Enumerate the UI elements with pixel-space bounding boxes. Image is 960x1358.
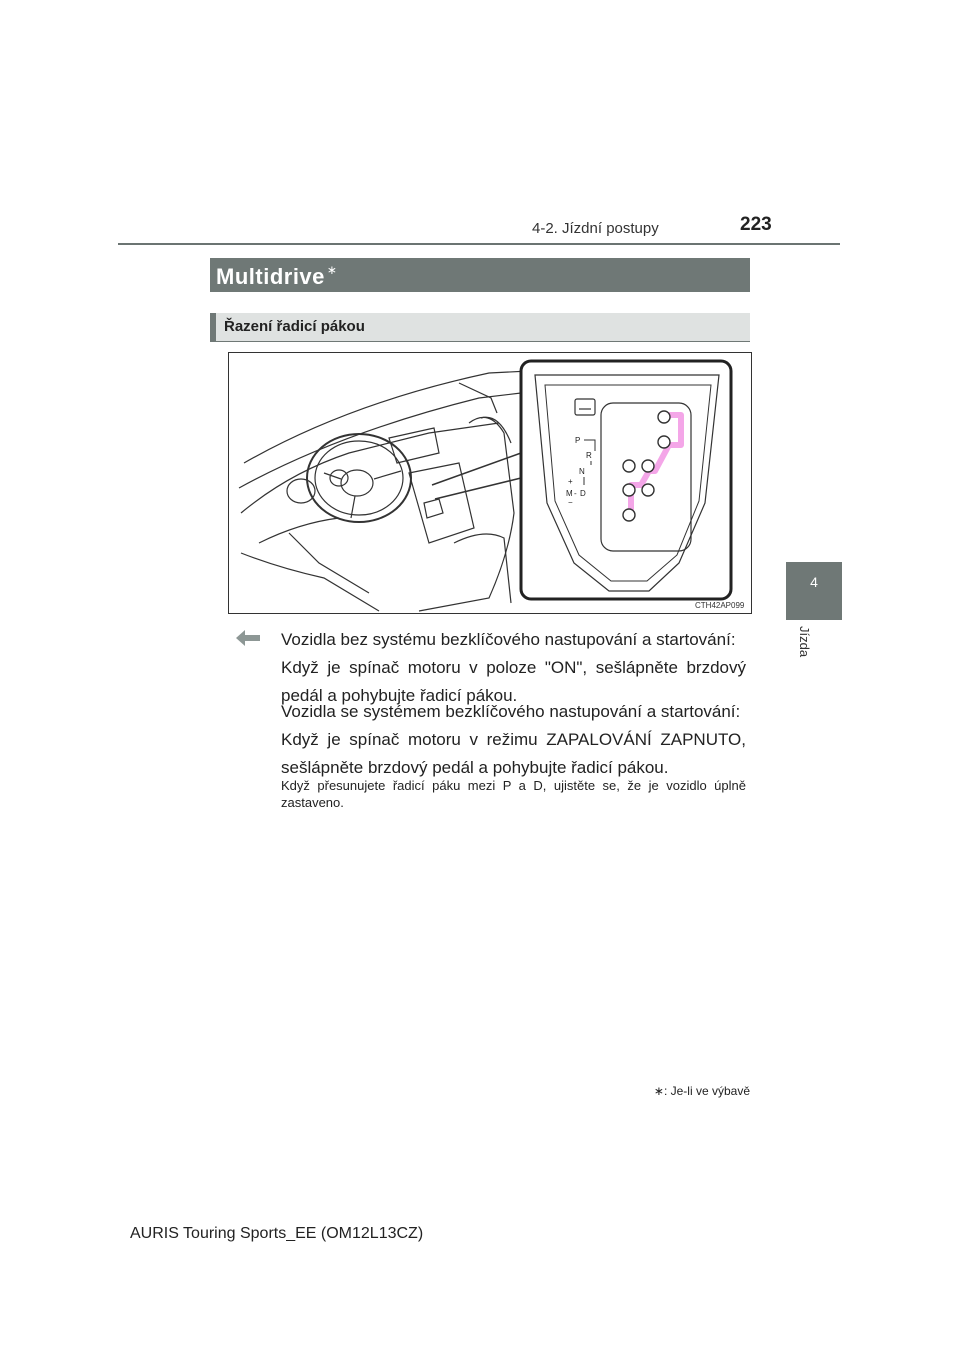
- optional-equipment-mark: ∗: [326, 263, 338, 277]
- page-title-text: Multidrive: [216, 264, 325, 289]
- section-name: 4-2. Jízdní postupy: [532, 220, 659, 237]
- paragraph-instruction-ignition: Když je spínač motoru v režimu ZAPALOVÁNÍ ZAPNUTO, sešlápněte brzdový pedál a pohybujte řadicí pákou.: [281, 730, 746, 777]
- gear-label-n: N: [579, 467, 585, 476]
- footer-model: AURIS Touring Sports_EE (OM12L13CZ): [130, 1225, 424, 1242]
- footnote: ∗: Je-li ve výbavě: [653, 1084, 750, 1098]
- page-title: [216, 263, 337, 290]
- paragraph-instruction-on: Když je spínač motoru v poloze "ON", sešlápněte brzdový pedál a pohybujte řadicí pákou.: [281, 658, 746, 705]
- left-arrow-icon: [236, 630, 260, 646]
- gear-label-dash: -: [574, 489, 577, 498]
- chapter-number: 4: [810, 574, 818, 590]
- car-interior-drawing: [239, 371, 529, 611]
- gear-label-minus: −: [568, 498, 573, 507]
- gear-label-plus: +: [568, 477, 573, 486]
- paragraph-smart-key: Vozidla se systémem bezklíčového nastupování a startování:: [281, 702, 741, 721]
- gear-label-r: R: [586, 451, 592, 460]
- illustration-svg: [229, 353, 751, 613]
- header-divider: [118, 243, 840, 245]
- gate-inset: [521, 361, 731, 599]
- subtitle-accent: [210, 313, 216, 341]
- chapter-label: Jízda: [797, 626, 812, 658]
- page-number: 223: [740, 214, 772, 235]
- gear-label-m: M: [566, 489, 573, 498]
- figure-code: CTH42AP099: [695, 601, 745, 610]
- gear-label-d: D: [580, 489, 586, 498]
- chapter-tab: [786, 562, 842, 620]
- note-text: Když přesunujete řadicí páku mezi P a D, ujistěte se, že je vozidlo úplně zastaveno.: [281, 778, 746, 810]
- subtitle: Řazení řadicí pákou: [224, 318, 365, 335]
- gear-label-p: P: [575, 436, 581, 445]
- shift-lever-illustration: [228, 352, 752, 614]
- paragraph-no-smart-key: Vozidla bez systému bezklíčového nastupování a startování:: [281, 630, 736, 649]
